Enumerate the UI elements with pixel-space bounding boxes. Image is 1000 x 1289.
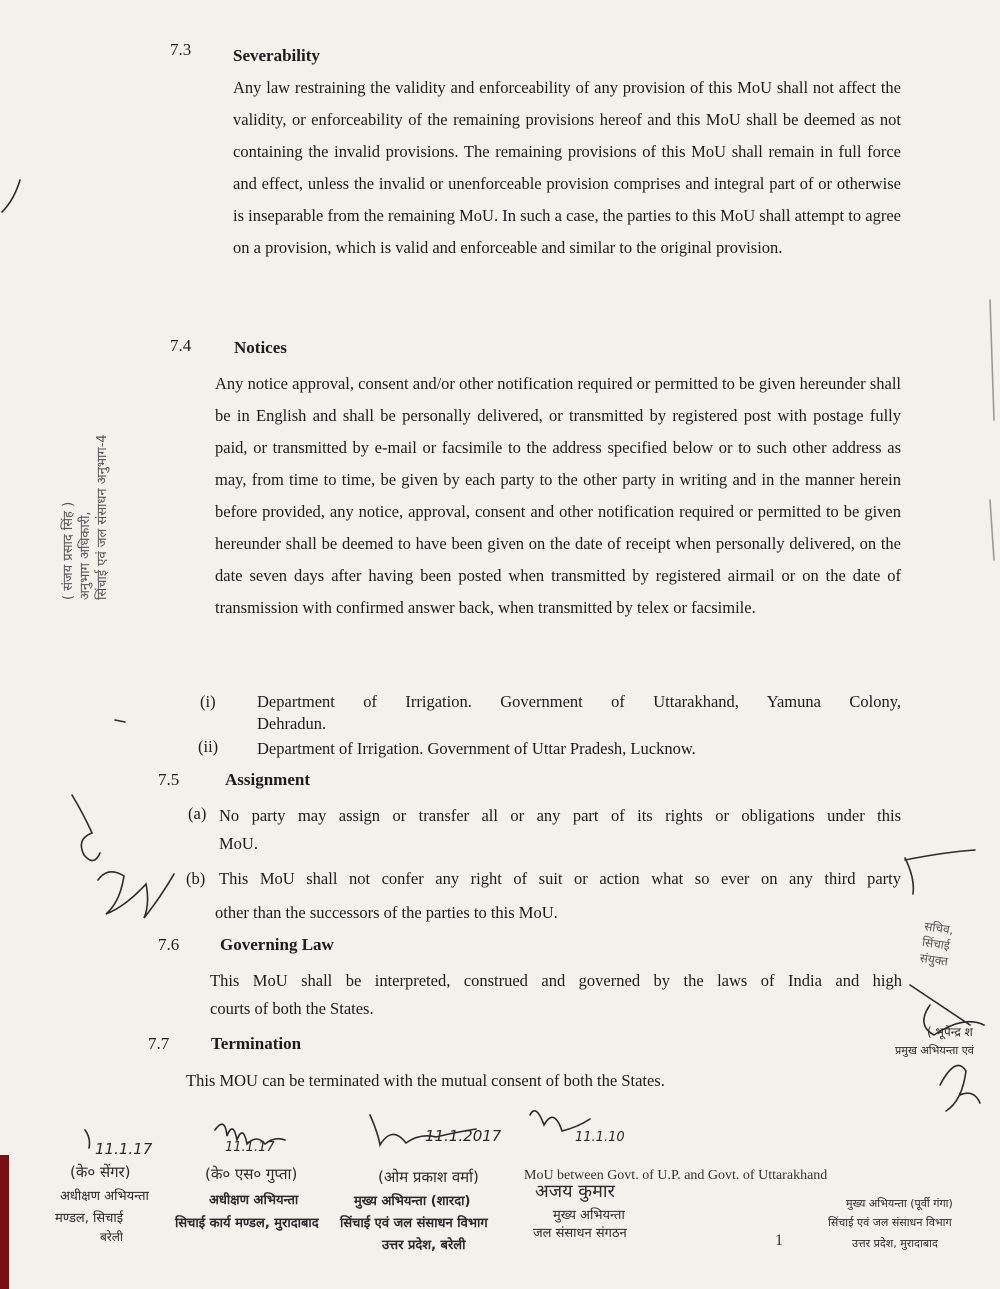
assignment-clause-b: This MoU shall not confer any right of suit or action what so ever on any third party	[219, 869, 901, 888]
signatory-name: अजय कुमार	[535, 1181, 615, 1202]
signatory-title: मुख्य अभियन्ता (शारदा)	[354, 1194, 471, 1209]
footer-mou-caption: MoU between Govt. of U.P. and Govt. of Uttarakhand	[524, 1168, 828, 1183]
signatory-title: मुख्य अभियन्ता (पूर्वी गंगा)	[846, 1197, 953, 1210]
signatory-office: सिचाई कार्य मण्डल, मुरादाबाद	[175, 1216, 319, 1231]
list-marker: (ii)	[198, 737, 219, 756]
severability-paragraph: Any law restraining the validity and enforceability of any provision of this MoU shall not affect the validity, or enforceability of the remaining provisions hereof and this MoU shall be deemed as not containing the invalid provisions. The remaining provisions of this MoU shall remain in full force and effect, unless the invalid or unenforceable provision comprises and integral part of or otherwise is inseparable from the remaining MoU. In such a case, the parties to this MoU shall attempt to agree on a provision, which is valid and enforceable and similar to the original provision.	[233, 78, 901, 257]
governing-law-line-2: courts of both the States.	[210, 999, 374, 1018]
section-heading-termination: Termination	[211, 1034, 302, 1053]
section-heading-governing-law: Governing Law	[220, 935, 334, 954]
termination-text: This MOU can be terminated with the mutual consent of both the States.	[186, 1071, 665, 1090]
signature-scribble	[85, 1130, 90, 1148]
signature-scribble	[215, 1124, 285, 1144]
signature-scribble	[940, 1065, 980, 1111]
signatory-title: मुख्य अभियन्ता	[553, 1208, 625, 1223]
initial-scribble	[72, 795, 100, 861]
signatory-title: अधीक्षण अभियन्ता	[60, 1189, 149, 1204]
signature-date: 11.1.10	[575, 1130, 625, 1145]
signatory-name: ( भूपेन्द्र श	[927, 1025, 973, 1039]
section-number: 7.5	[158, 770, 180, 789]
signature-date: 11.1.17	[95, 1140, 153, 1158]
signatory-office: सिंचाई एवं जल संसाधन विभाग	[828, 1216, 952, 1229]
section-officer-stamp: ( संजय प्रसाद सिंह ) अनुभाग अधिकारी, सिंचाई एवं जल संसाधन अनुभाग-4	[61, 434, 110, 600]
margin-mark	[115, 720, 125, 722]
section-number: 7.3	[170, 40, 192, 59]
signature-scribble	[530, 1111, 590, 1131]
margin-mark	[2, 180, 20, 212]
signatory-name: (ओम प्रकाश वर्मा)	[378, 1168, 479, 1186]
address-uttarakhand: Department of Irrigation. Government of Uttarakhand, Yamuna Colony,	[257, 692, 901, 711]
section-number: 7.6	[158, 935, 180, 954]
signature-scribble	[910, 985, 984, 1035]
assignment-clause-b-end: other than the successors of the parties to this MoU.	[215, 903, 558, 922]
signatory-city: बरेली	[100, 1230, 124, 1244]
initial-scribble	[905, 850, 975, 894]
signatory-title: प्रमुख अभियन्ता एवं	[895, 1044, 974, 1057]
signatory-region: उत्तर प्रदेश, मुरादाबाद	[852, 1237, 938, 1250]
binding-edge	[0, 1155, 9, 1289]
section-heading-severability: Severability	[233, 46, 320, 65]
list-marker: (i)	[200, 692, 216, 711]
signatory-office: सिंचाई एवं जल संसाधन विभाग	[340, 1216, 488, 1231]
signatory-name: (के० सेंगर)	[70, 1163, 131, 1181]
signatory-name: (के० एस० गुप्ता)	[205, 1165, 298, 1183]
list-marker: (a)	[188, 804, 207, 823]
section-number: 7.4	[170, 336, 192, 355]
secretary-stamp: सचिव, सिंचाई संयुक्त	[918, 919, 955, 969]
signature-date: 11.1.17	[225, 1140, 275, 1155]
section-number: 7.7	[148, 1034, 170, 1053]
signature-date: 11.1.2017	[425, 1127, 502, 1145]
assignment-clause-a-end: MoU.	[219, 834, 258, 853]
signatory-office: जल संसाधन संगठन	[533, 1226, 627, 1241]
governing-law-line-1: This MoU shall be interpreted, construed and governed by the laws of India and high	[210, 971, 902, 990]
section-heading-assignment: Assignment	[225, 770, 311, 789]
signature-scribble	[370, 1115, 476, 1145]
signatory-office: मण्डल, सिचाई	[55, 1211, 124, 1226]
address-uttar-pradesh: Department of Irrigation. Government of Uttar Pradesh, Lucknow.	[257, 739, 696, 758]
section-heading-notices: Notices	[234, 338, 287, 357]
signatory-title: अधीक्षण अभियन्ता	[209, 1193, 299, 1208]
page-marker: 1	[775, 1232, 783, 1249]
page-edge-line	[990, 300, 994, 560]
notices-paragraph: Any notice approval, consent and/or other notification required or permitted to be given hereunder shall be in English and shall be personally delivered, or transmitted by registered post with postage fully paid, or transmitted by e-mail or facsimile to the address specified below or to such other address as may, from time to time, be given by each party to the other party in writing and in the manner herein before provided, any notice, approval, consent and other notification required or permitted to be given hereunder shall be deemed to have been given on the date of receipt when personally delivered, on the date seven days after having been posted when transmitted by registered airmail or on the date of transmission with confirmed answer back, when transmitted by telex or facsimile.	[215, 374, 901, 617]
initial-scribble	[98, 872, 174, 918]
assignment-clause-a: No party may assign or transfer all or any part of its rights or obligations under this	[219, 806, 901, 825]
signatory-region: उत्तर प्रदेश, बरेली	[382, 1238, 466, 1253]
address-uttarakhand-city: Dehradun.	[257, 714, 327, 733]
list-marker: (b)	[186, 869, 206, 888]
